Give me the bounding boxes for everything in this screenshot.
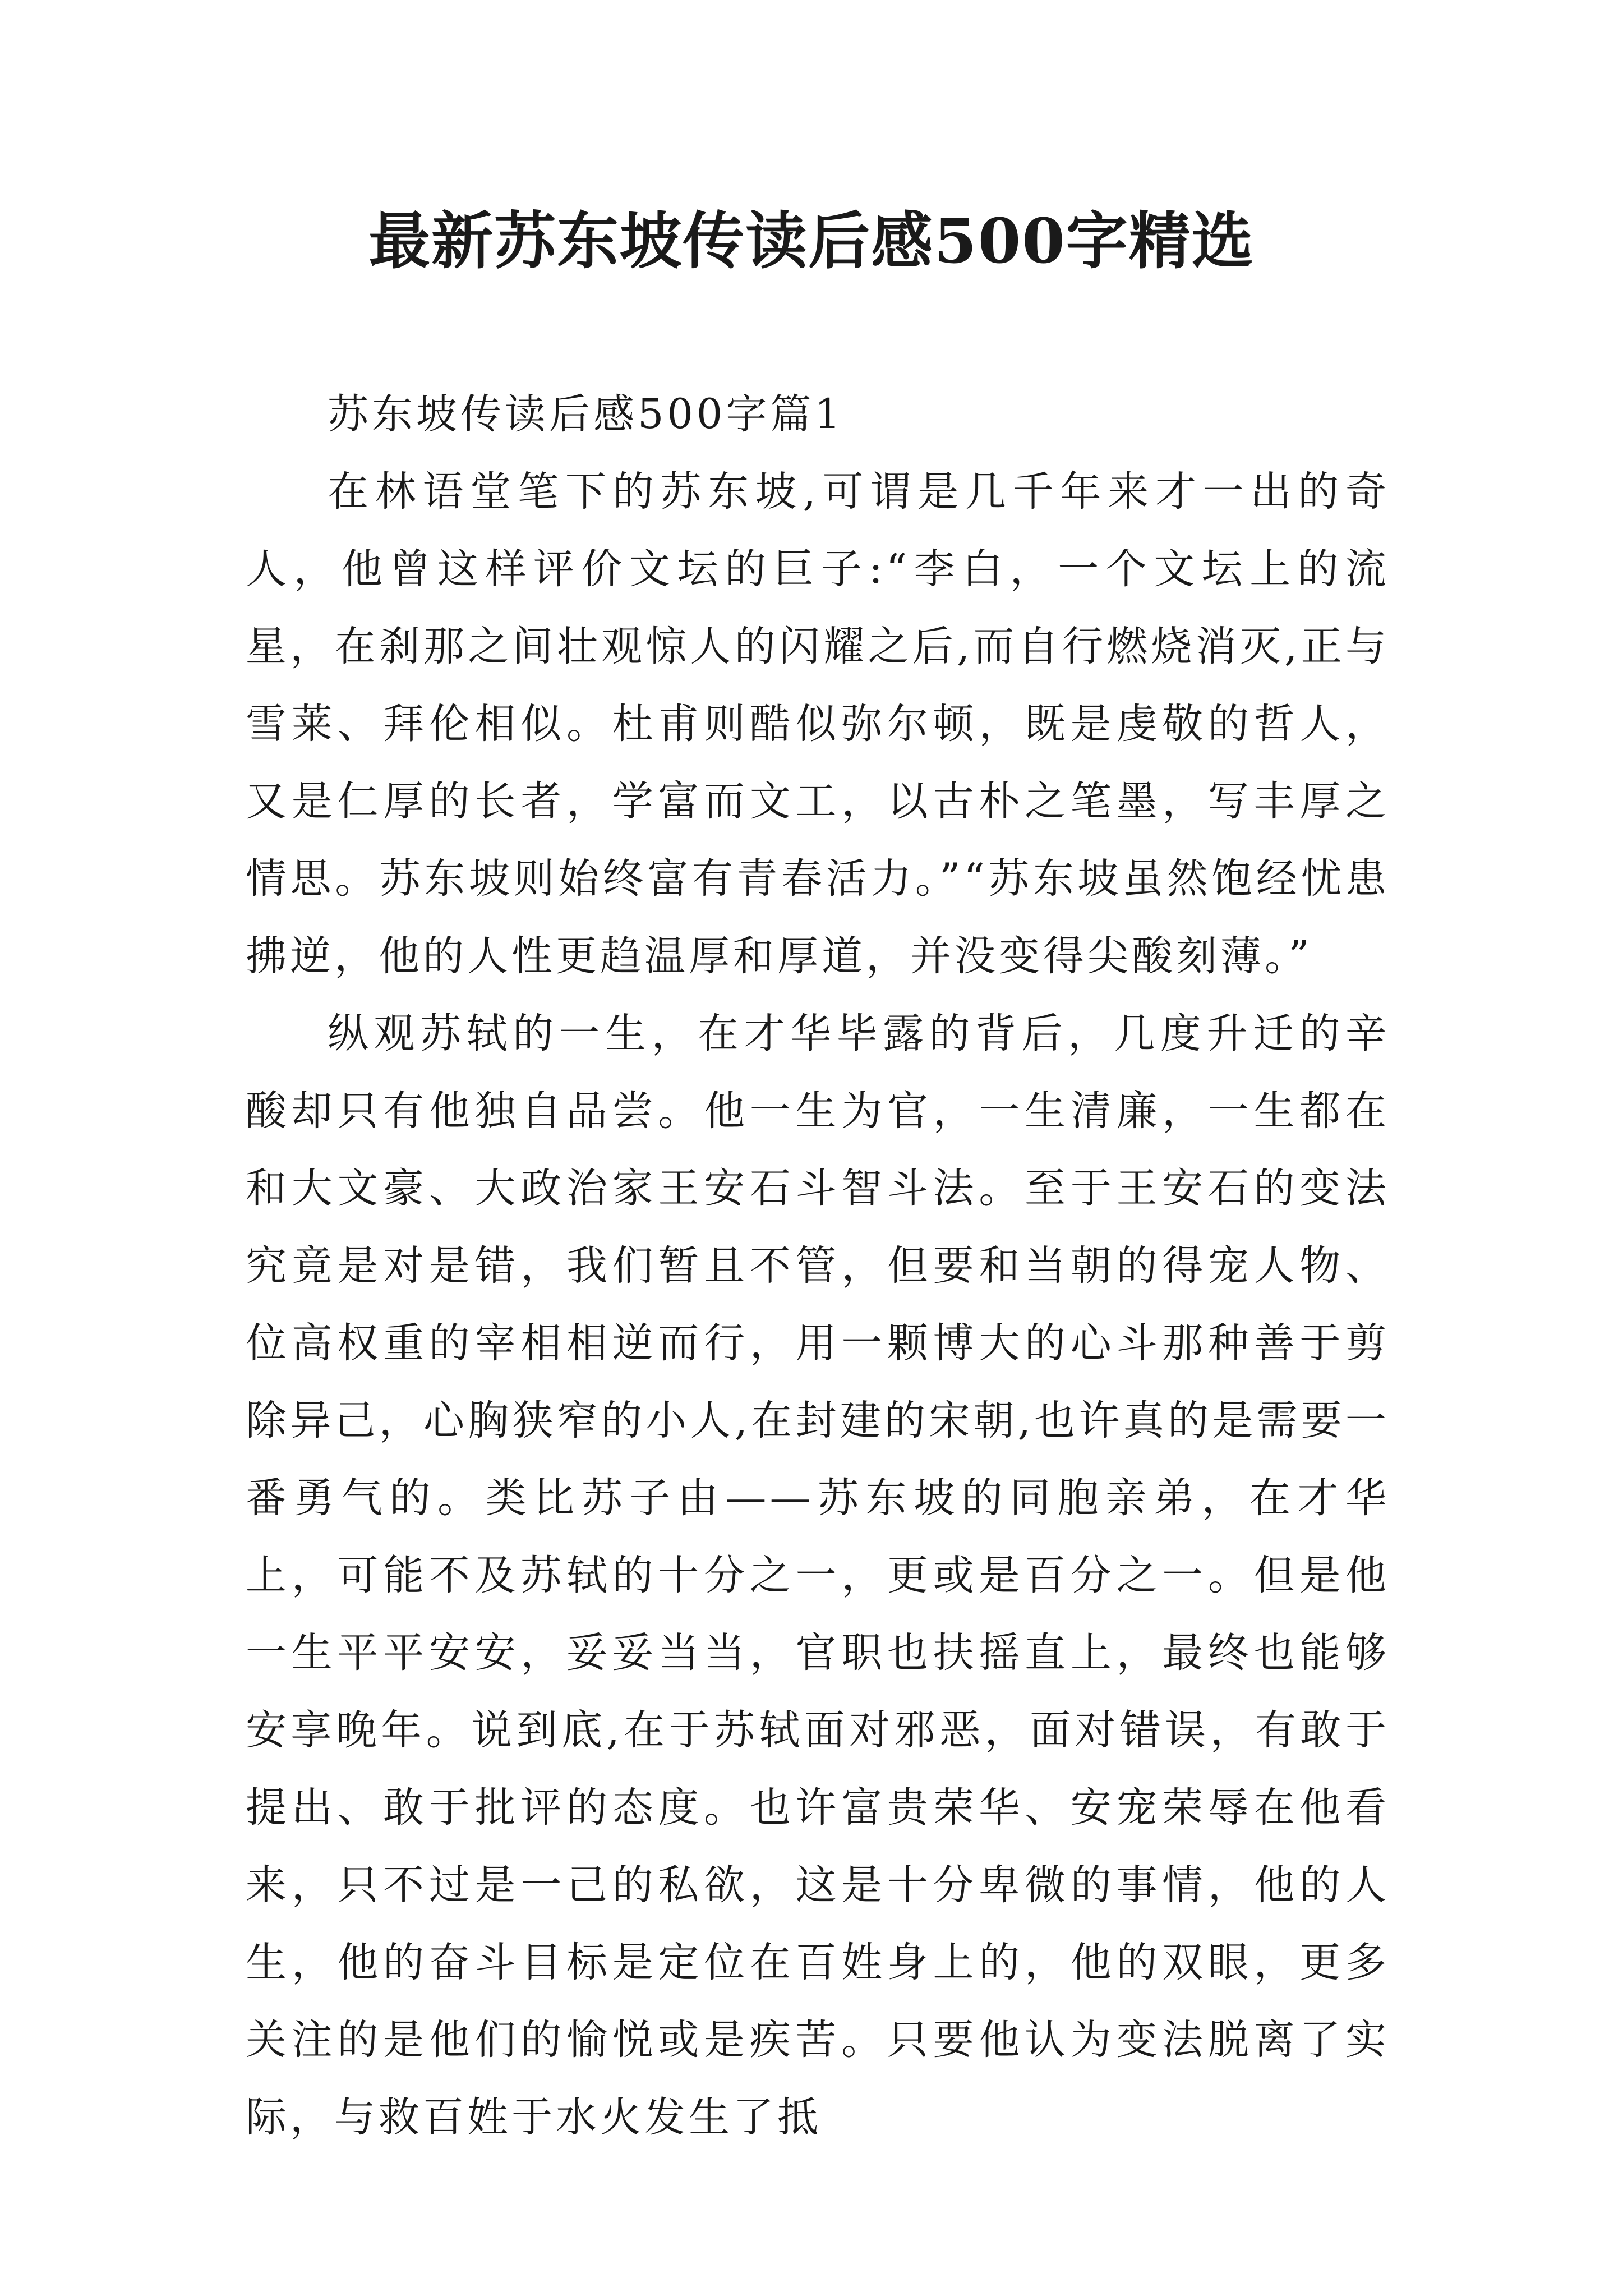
document-title: 最新苏东坡传读后感500字精选 — [368, 205, 1255, 277]
body-paragraph-1: 在林语堂笔下的苏东坡,可谓是几千年来才一出的奇人，他曾这样评价文坛的巨子:“李白，一个文坛上的流星，在刹那之间壮观惊人的闪耀之后,而自行燃烧消灭,正与雪莱、拜伦相似。杜甫则酷似弥尔顿，既是虔敬的哲人，又是仁厚的长者，学富而文工，以古朴之笔墨，写丰厚之情思。苏东坡则始终富有青春活力。”“苏东坡虽然饱经忧患拂逆，他的人性更趋温厚和厚道，并没变得尖酸刻薄。” — [246, 468, 1390, 980]
document-body — [246, 376, 1390, 2156]
body-paragraph-2: 纵观苏轼的一生，在才华毕露的背后，几度升迁的辛酸却只有他独自品尝。他一生为官，一生清廉，一生都在和大文豪、大政治家王安石斗智斗法。至于王安石的变法究竟是对是错，我们暂且不管，但要和当朝的得宠人物、位高权重的宰相相逆而行，用一颗博大的心斗那种善于剪除异己，心胸狭窄的小人,在封建的宋朝,也许真的是需要一番勇气的。类比苏子由——苏东坡的同胞亲弟，在才华上，可能不及苏轼的十分之一，更或是百分之一。但是他一生平平安安，妥妥当当，官职也扶摇直上，最终也能够安享晚年。说到底,在于苏轼面对邪恶，面对错误，有敢于提出、敢于批评的态度。也许富贵荣华、安宠荣辱在他看来，只不过是一己的私欲，这是十分卑微的事情，他的人生，他的奋斗目标是定位在百姓身上的，他的双眼，更多关注的是他们的愉悦或是疾苦。只要他认为变法脱离了实际，与救百姓于水火发生了抵 — [246, 1010, 1390, 2141]
section-heading: 苏东坡传读后感500字篇1 — [328, 390, 844, 438]
